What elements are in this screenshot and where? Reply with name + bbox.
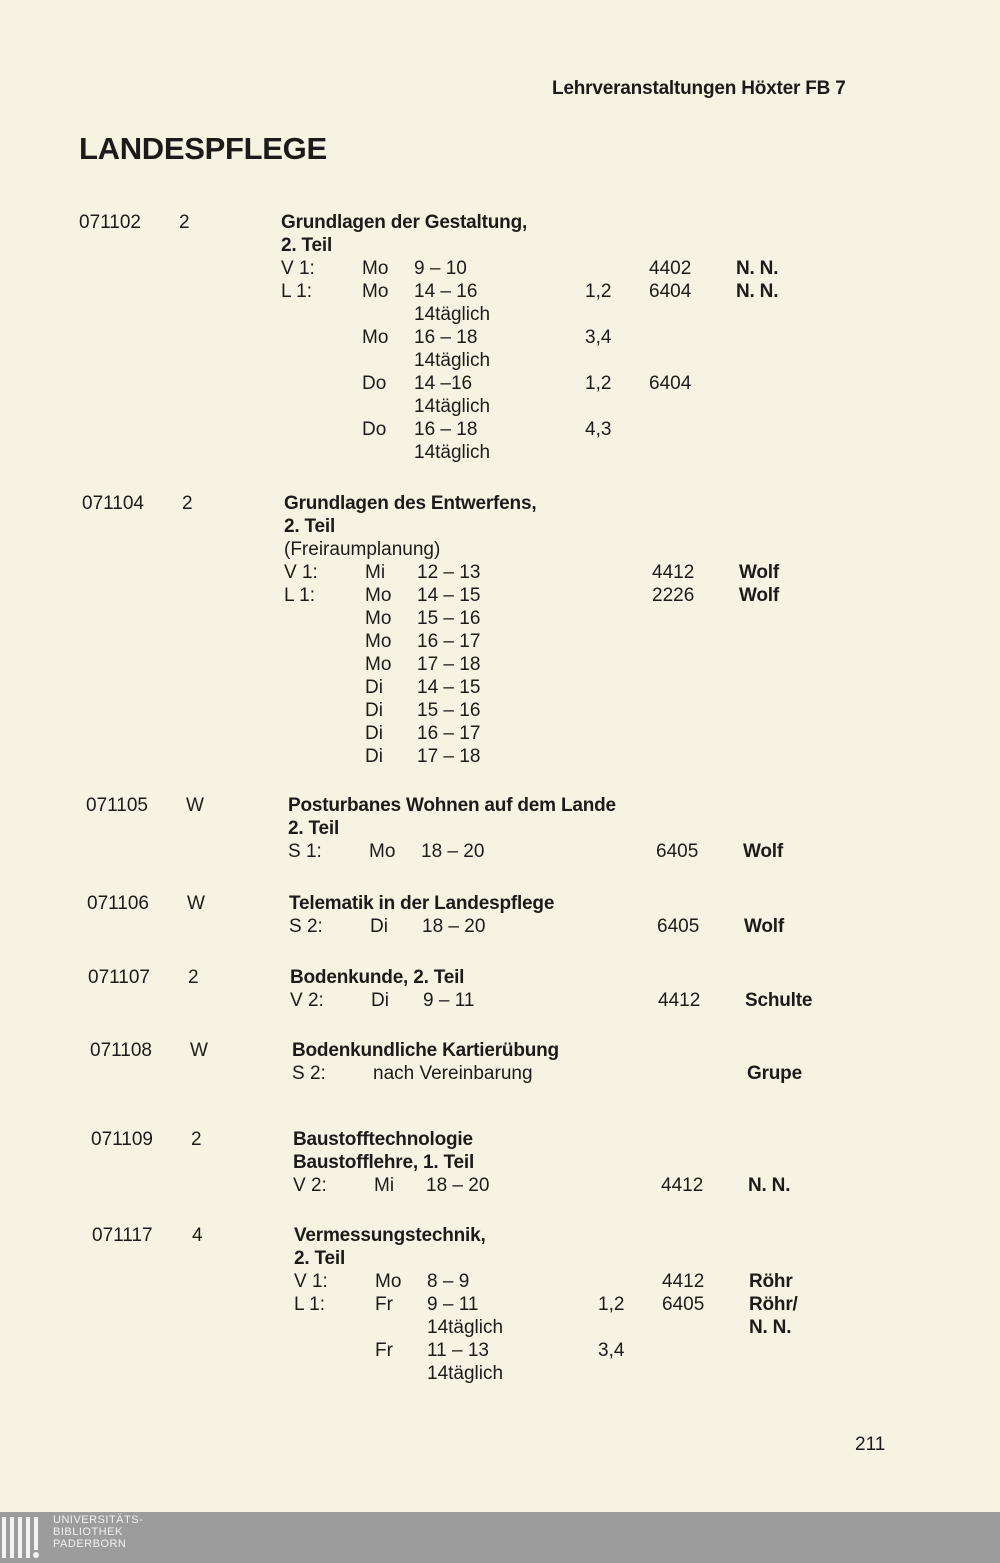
course-lecturer: N. N. bbox=[748, 1175, 791, 1196]
course-number: 071107 bbox=[88, 967, 150, 988]
course-title: Grundlagen der Gestaltung, bbox=[281, 212, 528, 233]
course-time: 18 – 20 bbox=[426, 1175, 490, 1196]
course-hours: 2 bbox=[191, 1129, 202, 1150]
course-type: L 1: bbox=[284, 585, 315, 606]
course-time: 15 – 16 bbox=[417, 608, 481, 629]
course-day: Mo bbox=[365, 608, 392, 629]
course-group: 1,2 bbox=[585, 281, 612, 302]
course-room: 6404 bbox=[649, 373, 692, 394]
course-type: V 1: bbox=[294, 1271, 328, 1292]
page-number: 211 bbox=[855, 1434, 886, 1455]
course-day: Di bbox=[365, 746, 383, 767]
course-frequency: 14täglich bbox=[414, 350, 491, 371]
course-time: 9 – 11 bbox=[423, 990, 475, 1011]
course-time: 14 –16 bbox=[414, 373, 473, 394]
course-day: Di bbox=[370, 916, 388, 937]
course-type: V 1: bbox=[281, 258, 315, 279]
course-room: 4412 bbox=[662, 1271, 705, 1292]
course-time: 17 – 18 bbox=[417, 654, 481, 675]
course-room: 6405 bbox=[657, 916, 700, 937]
course-title: Baustofftechnologie bbox=[293, 1129, 473, 1150]
page-title: LANDESPFLEGE bbox=[79, 131, 327, 166]
course-title: 2. Teil bbox=[294, 1248, 346, 1269]
course-time: 11 – 13 bbox=[427, 1340, 489, 1361]
course-type: L 1: bbox=[294, 1294, 325, 1315]
course-time: 14 – 16 bbox=[414, 281, 478, 302]
course-room: 6404 bbox=[649, 281, 692, 302]
course-day: Mo bbox=[365, 585, 392, 606]
course-number: 071105 bbox=[86, 795, 148, 816]
course-time: 15 – 16 bbox=[417, 700, 481, 721]
course-number: 071109 bbox=[91, 1129, 153, 1150]
course-day: Fr bbox=[375, 1294, 393, 1315]
library-logo-icon bbox=[2, 1515, 48, 1560]
course-lecturer: Schulte bbox=[745, 990, 813, 1011]
course-lecturer: Röhr/ bbox=[749, 1294, 798, 1315]
library-name-line: UNIVERSITÄTS- bbox=[53, 1514, 144, 1526]
course-day: Do bbox=[362, 373, 387, 394]
course-type: L 1: bbox=[281, 281, 312, 302]
course-title: Vermessungstechnik, bbox=[294, 1225, 486, 1246]
course-day: Fr bbox=[375, 1340, 393, 1361]
course-type: V 2: bbox=[293, 1175, 327, 1196]
course-day: Mo bbox=[362, 327, 389, 348]
course-room: 4412 bbox=[661, 1175, 704, 1196]
course-day: Di bbox=[365, 723, 383, 744]
course-day: Di bbox=[371, 990, 389, 1011]
course-day: Mo bbox=[365, 631, 392, 652]
course-group: 4,3 bbox=[585, 419, 612, 440]
course-frequency: 14täglich bbox=[427, 1363, 504, 1384]
course-title: Telematik in der Landespflege bbox=[289, 893, 555, 914]
course-frequency: 14täglich bbox=[414, 442, 491, 463]
course-time: 14 – 15 bbox=[417, 585, 481, 606]
course-frequency: 14täglich bbox=[414, 396, 491, 417]
course-hours: W bbox=[190, 1040, 208, 1061]
course-time: 16 – 18 bbox=[414, 419, 478, 440]
course-hours: W bbox=[186, 795, 204, 816]
course-lecturer: Röhr bbox=[749, 1271, 793, 1292]
course-group: 1,2 bbox=[598, 1294, 625, 1315]
course-room: 4412 bbox=[658, 990, 701, 1011]
library-name-line: PADERBORN bbox=[53, 1538, 127, 1550]
course-title: 2. Teil bbox=[284, 516, 336, 537]
course-type: S 2: bbox=[292, 1063, 326, 1084]
course-title: Bodenkundliche Kartierübung bbox=[292, 1040, 559, 1061]
course-hours: 2 bbox=[179, 212, 190, 233]
course-time: 9 – 11 bbox=[427, 1294, 479, 1315]
course-number: 071106 bbox=[87, 893, 149, 914]
course-room: 6405 bbox=[662, 1294, 705, 1315]
course-day: Mo bbox=[365, 654, 392, 675]
course-title: Bodenkunde, 2. Teil bbox=[290, 967, 465, 988]
course-time: 8 – 9 bbox=[427, 1271, 470, 1292]
course-room: 2226 bbox=[652, 585, 695, 606]
course-day: Mi bbox=[365, 562, 386, 583]
course-time: 17 – 18 bbox=[417, 746, 481, 767]
course-day: Mi bbox=[374, 1175, 395, 1196]
course-hours: 4 bbox=[192, 1225, 203, 1246]
course-lecturer: Wolf bbox=[739, 585, 780, 606]
course-day: Mo bbox=[375, 1271, 402, 1292]
course-hours: 2 bbox=[182, 493, 193, 514]
course-number: 071117 bbox=[92, 1225, 153, 1246]
running-header: Lehrveranstaltungen Höxter FB 7 bbox=[552, 78, 846, 99]
course-title: 2. Teil bbox=[281, 235, 333, 256]
course-time: 16 – 18 bbox=[414, 327, 478, 348]
course-room: 4402 bbox=[649, 258, 692, 279]
library-name bbox=[53, 1514, 143, 1550]
course-room: 4412 bbox=[652, 562, 695, 583]
course-time: 16 – 17 bbox=[417, 723, 481, 744]
course-title: 2. Teil bbox=[288, 818, 340, 839]
course-type: S 2: bbox=[289, 916, 323, 937]
course-number: 071108 bbox=[90, 1040, 152, 1061]
course-hours: W bbox=[187, 893, 205, 914]
course-lecturer: Wolf bbox=[739, 562, 780, 583]
course-time: 12 – 13 bbox=[417, 562, 481, 583]
course-lecturer: N. N. bbox=[736, 258, 779, 279]
course-day: nach Vereinbarung bbox=[373, 1063, 533, 1084]
course-lecturer: N. N. bbox=[749, 1317, 792, 1338]
course-lecturer: Wolf bbox=[743, 841, 784, 862]
course-group: 3,4 bbox=[585, 327, 612, 348]
course-group: 3,4 bbox=[598, 1340, 625, 1361]
course-lecturer: Grupe bbox=[747, 1063, 802, 1084]
course-title: Grundlagen des Entwerfens, bbox=[284, 493, 537, 514]
course-type: V 2: bbox=[290, 990, 324, 1011]
course-time: 18 – 20 bbox=[421, 841, 485, 862]
course-group: 1,2 bbox=[585, 373, 612, 394]
course-type: V 1: bbox=[284, 562, 318, 583]
course-type: S 1: bbox=[288, 841, 322, 862]
course-frequency: 14täglich bbox=[414, 304, 491, 325]
course-time: 9 – 10 bbox=[414, 258, 467, 279]
course-number: 071104 bbox=[82, 493, 144, 514]
course-time: 14 – 15 bbox=[417, 677, 481, 698]
course-room: 6405 bbox=[656, 841, 699, 862]
course-day: Di bbox=[365, 700, 383, 721]
course-day: Mo bbox=[362, 281, 389, 302]
course-day: Do bbox=[362, 419, 387, 440]
course-lecturer: Wolf bbox=[744, 916, 785, 937]
course-day: Mo bbox=[362, 258, 389, 279]
course-lecturer: N. N. bbox=[736, 281, 779, 302]
course-frequency: 14täglich bbox=[427, 1317, 504, 1338]
library-footer-bar bbox=[0, 1512, 1000, 1563]
course-time: 16 – 17 bbox=[417, 631, 481, 652]
course-day: Mo bbox=[369, 841, 396, 862]
course-title: Posturbanes Wohnen auf dem Lande bbox=[288, 795, 616, 816]
course-subtitle: (Freiraumplanung) bbox=[284, 539, 441, 560]
course-day: Di bbox=[365, 677, 383, 698]
course-hours: 2 bbox=[188, 967, 199, 988]
library-name-line: BIBLIOTHEK bbox=[53, 1526, 123, 1538]
course-number: 071102 bbox=[79, 212, 141, 233]
course-time: 18 – 20 bbox=[422, 916, 486, 937]
course-title: Baustofflehre, 1. Teil bbox=[293, 1152, 475, 1173]
